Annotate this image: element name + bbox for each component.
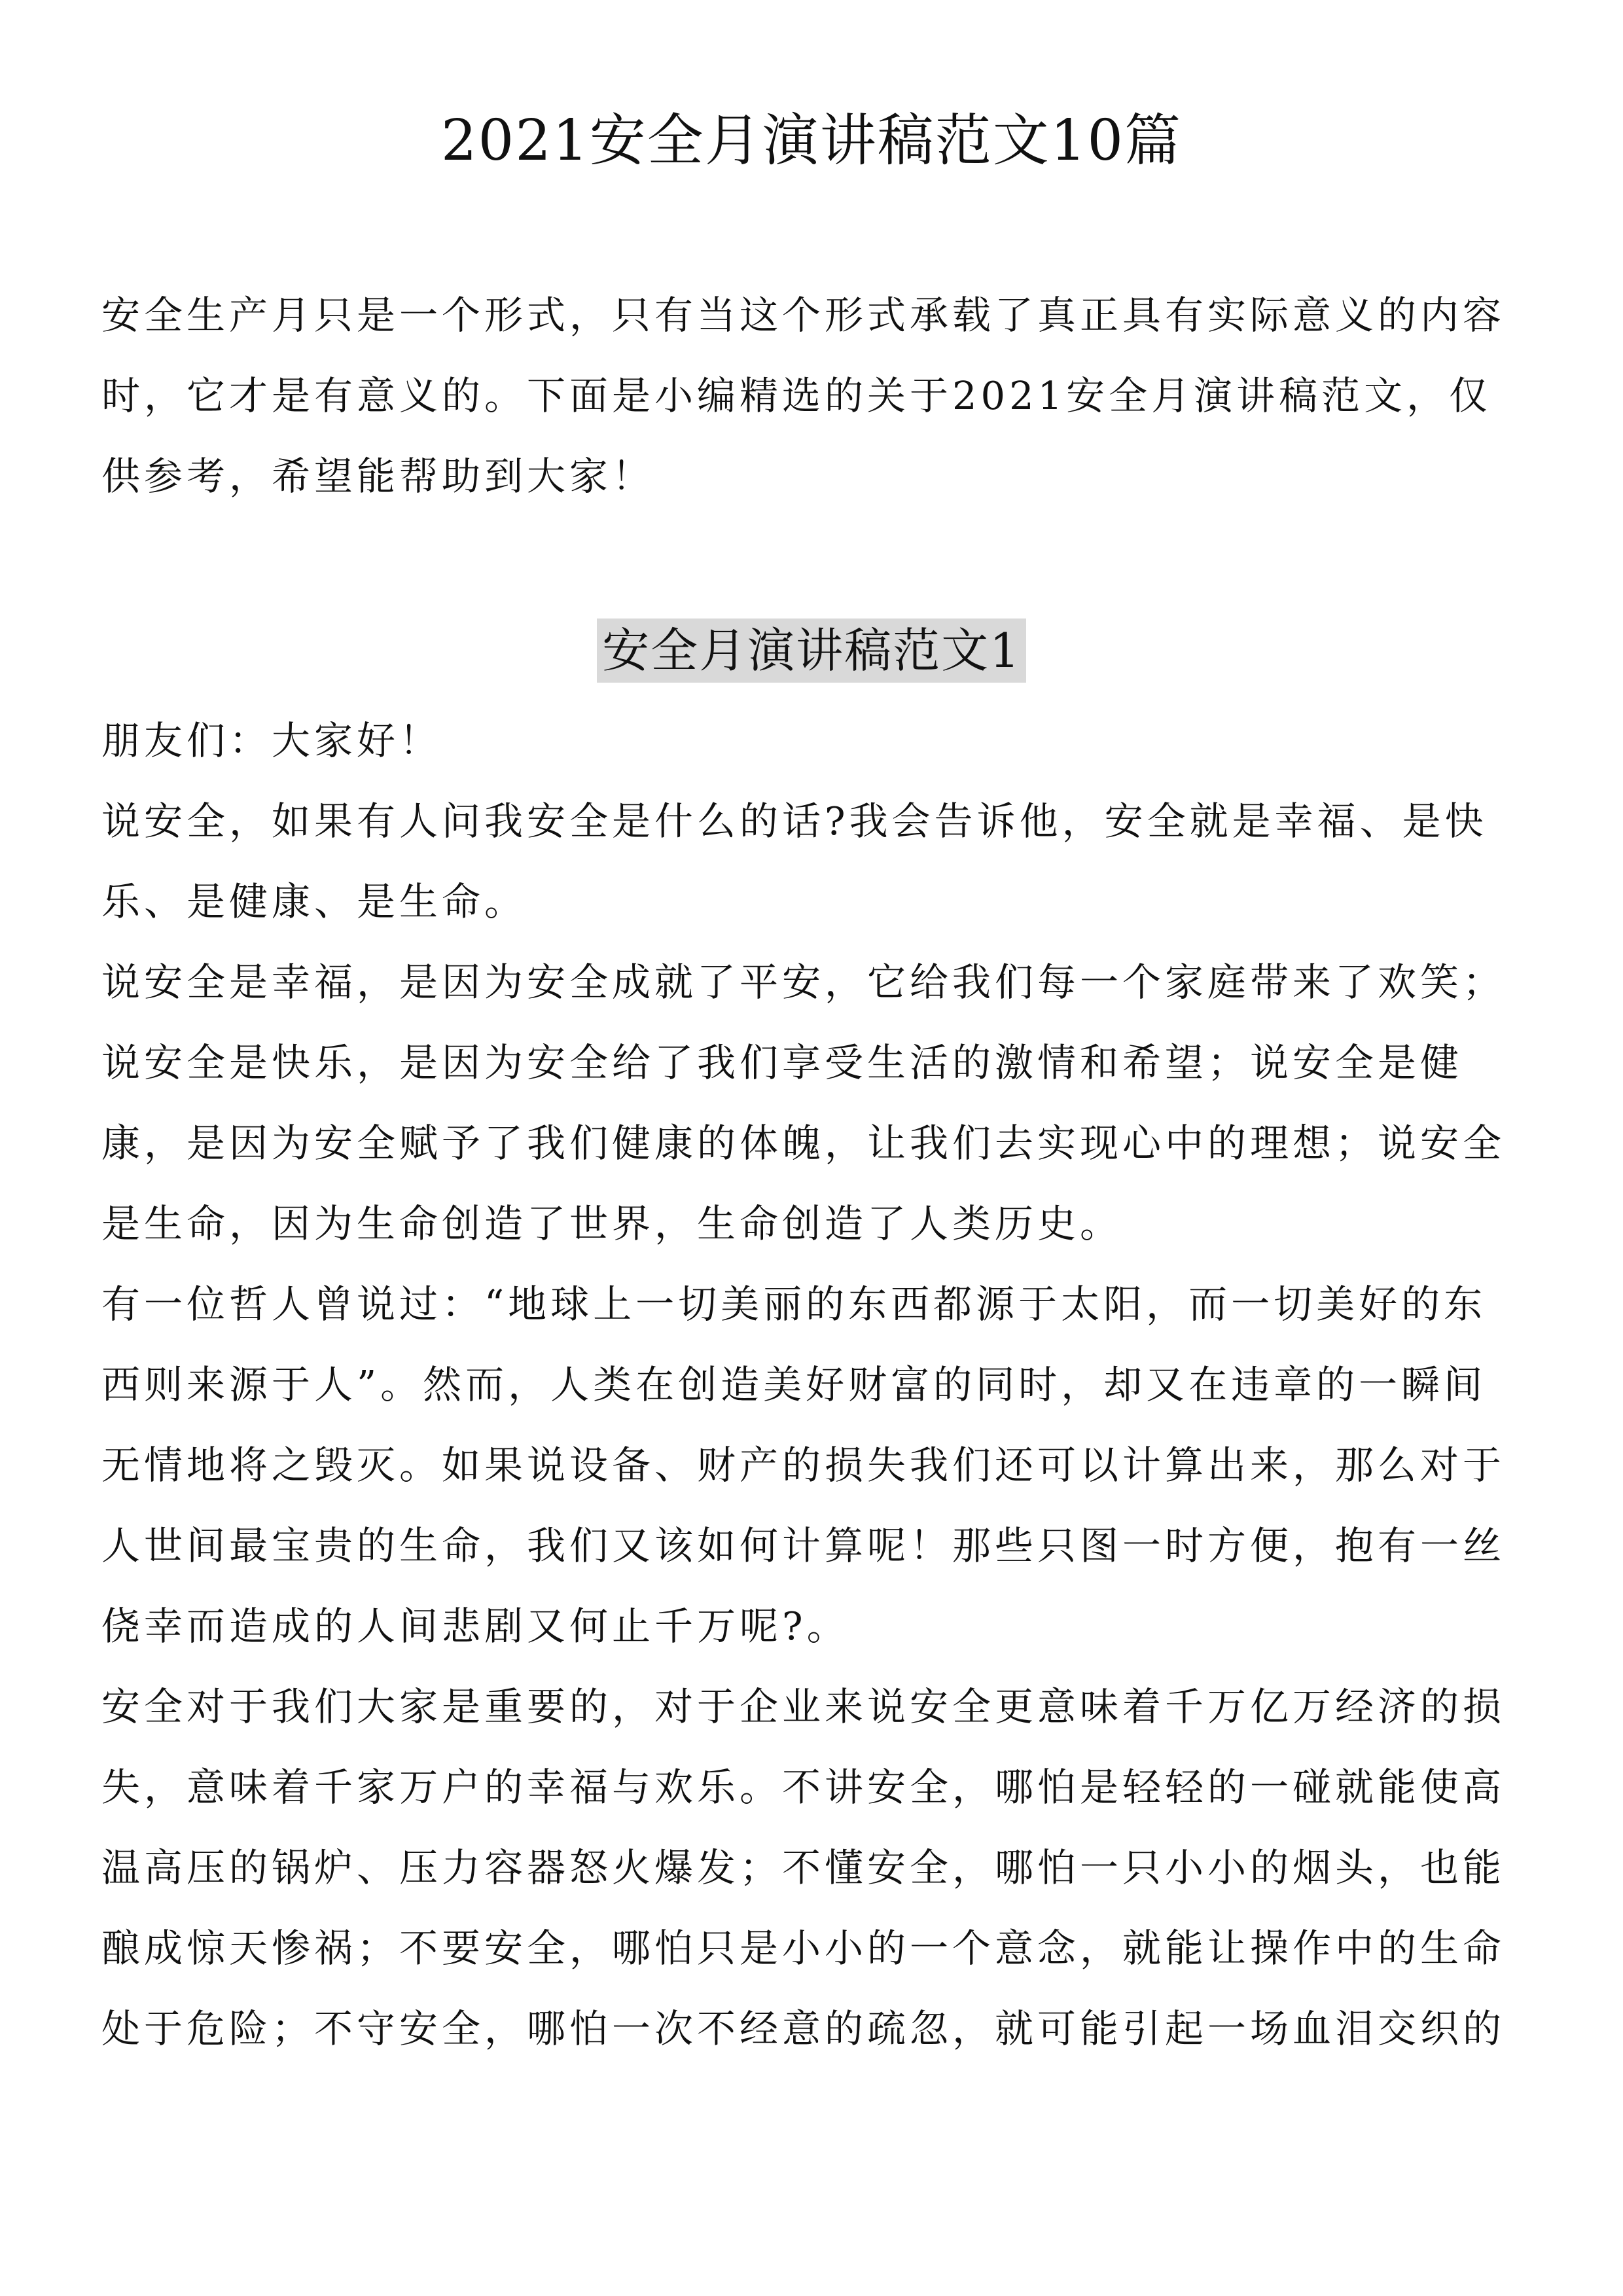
body-paragraph: 安全对于我们大家是重要的，对于企业来说安全更意味着千万亿万经济的损失，意味着千家万户的幸福与欢乐。不讲安全，哪怕是轻轻的一碰就能使高温高压的锅炉、压力容器怒火爆发；不懂安全，哪怕一只小小的烟头，也能酿成惊天惨祸；不要安全，哪怕只是小小的一个意念，就能让操作中的生命处于危险；不守安全，哪怕一次不经意的疏忽，就可能引起一场血泪交织的 xyxy=(101,1684,1506,2051)
document-title: 2021安全月演讲稿范文10篇 xyxy=(440,108,1183,173)
section-heading xyxy=(0,619,1623,683)
section-heading-text: 安全月演讲稿范文1 xyxy=(597,619,1026,683)
body-paragraph-greeting: 朋友们：大家好！ xyxy=(101,718,442,763)
body-paragraph: 有一位哲人曾说过：“地球上一切美丽的东西都源于太阳，而一切美好的东西则来源于人”。然而，人类在创造美好财富的同时，却又在违章的一瞬间无情地将之毁灭。如果说设备、财产的损失我们还可以计算出来，那么对于人世间最宝贵的生命，我们又该如何计算呢！那些只图一时方便，抱有一丝侥幸而造成的人间悲剧又何止千万呢?。 xyxy=(101,1282,1506,1649)
section-body xyxy=(101,700,1528,2069)
body-paragraph: 说安全是幸福，是因为安全成就了平安，它给我们每一个家庭带来了欢笑；说安全是快乐，是因为安全给了我们享受生活的激情和希望；说安全是健康，是因为安全赋予了我们健康的体魄，让我们去实现心中的理想；说安全是生命，因为生命创造了世界，生命创造了人类历史。 xyxy=(101,960,1506,1246)
body-paragraph: 说安全，如果有人问我安全是什么的话?我会告诉他，安全就是幸福、是快乐、是健康、是生命。 xyxy=(101,798,1488,924)
intro-paragraph: 安全生产月只是一个形式，只有当这个形式承载了真正具有实际意义的内容时，它才是有意义的。下面是小编精选的关于2021安全月演讲稿范文，仅供参考，希望能帮助到大家！ xyxy=(101,293,1506,499)
